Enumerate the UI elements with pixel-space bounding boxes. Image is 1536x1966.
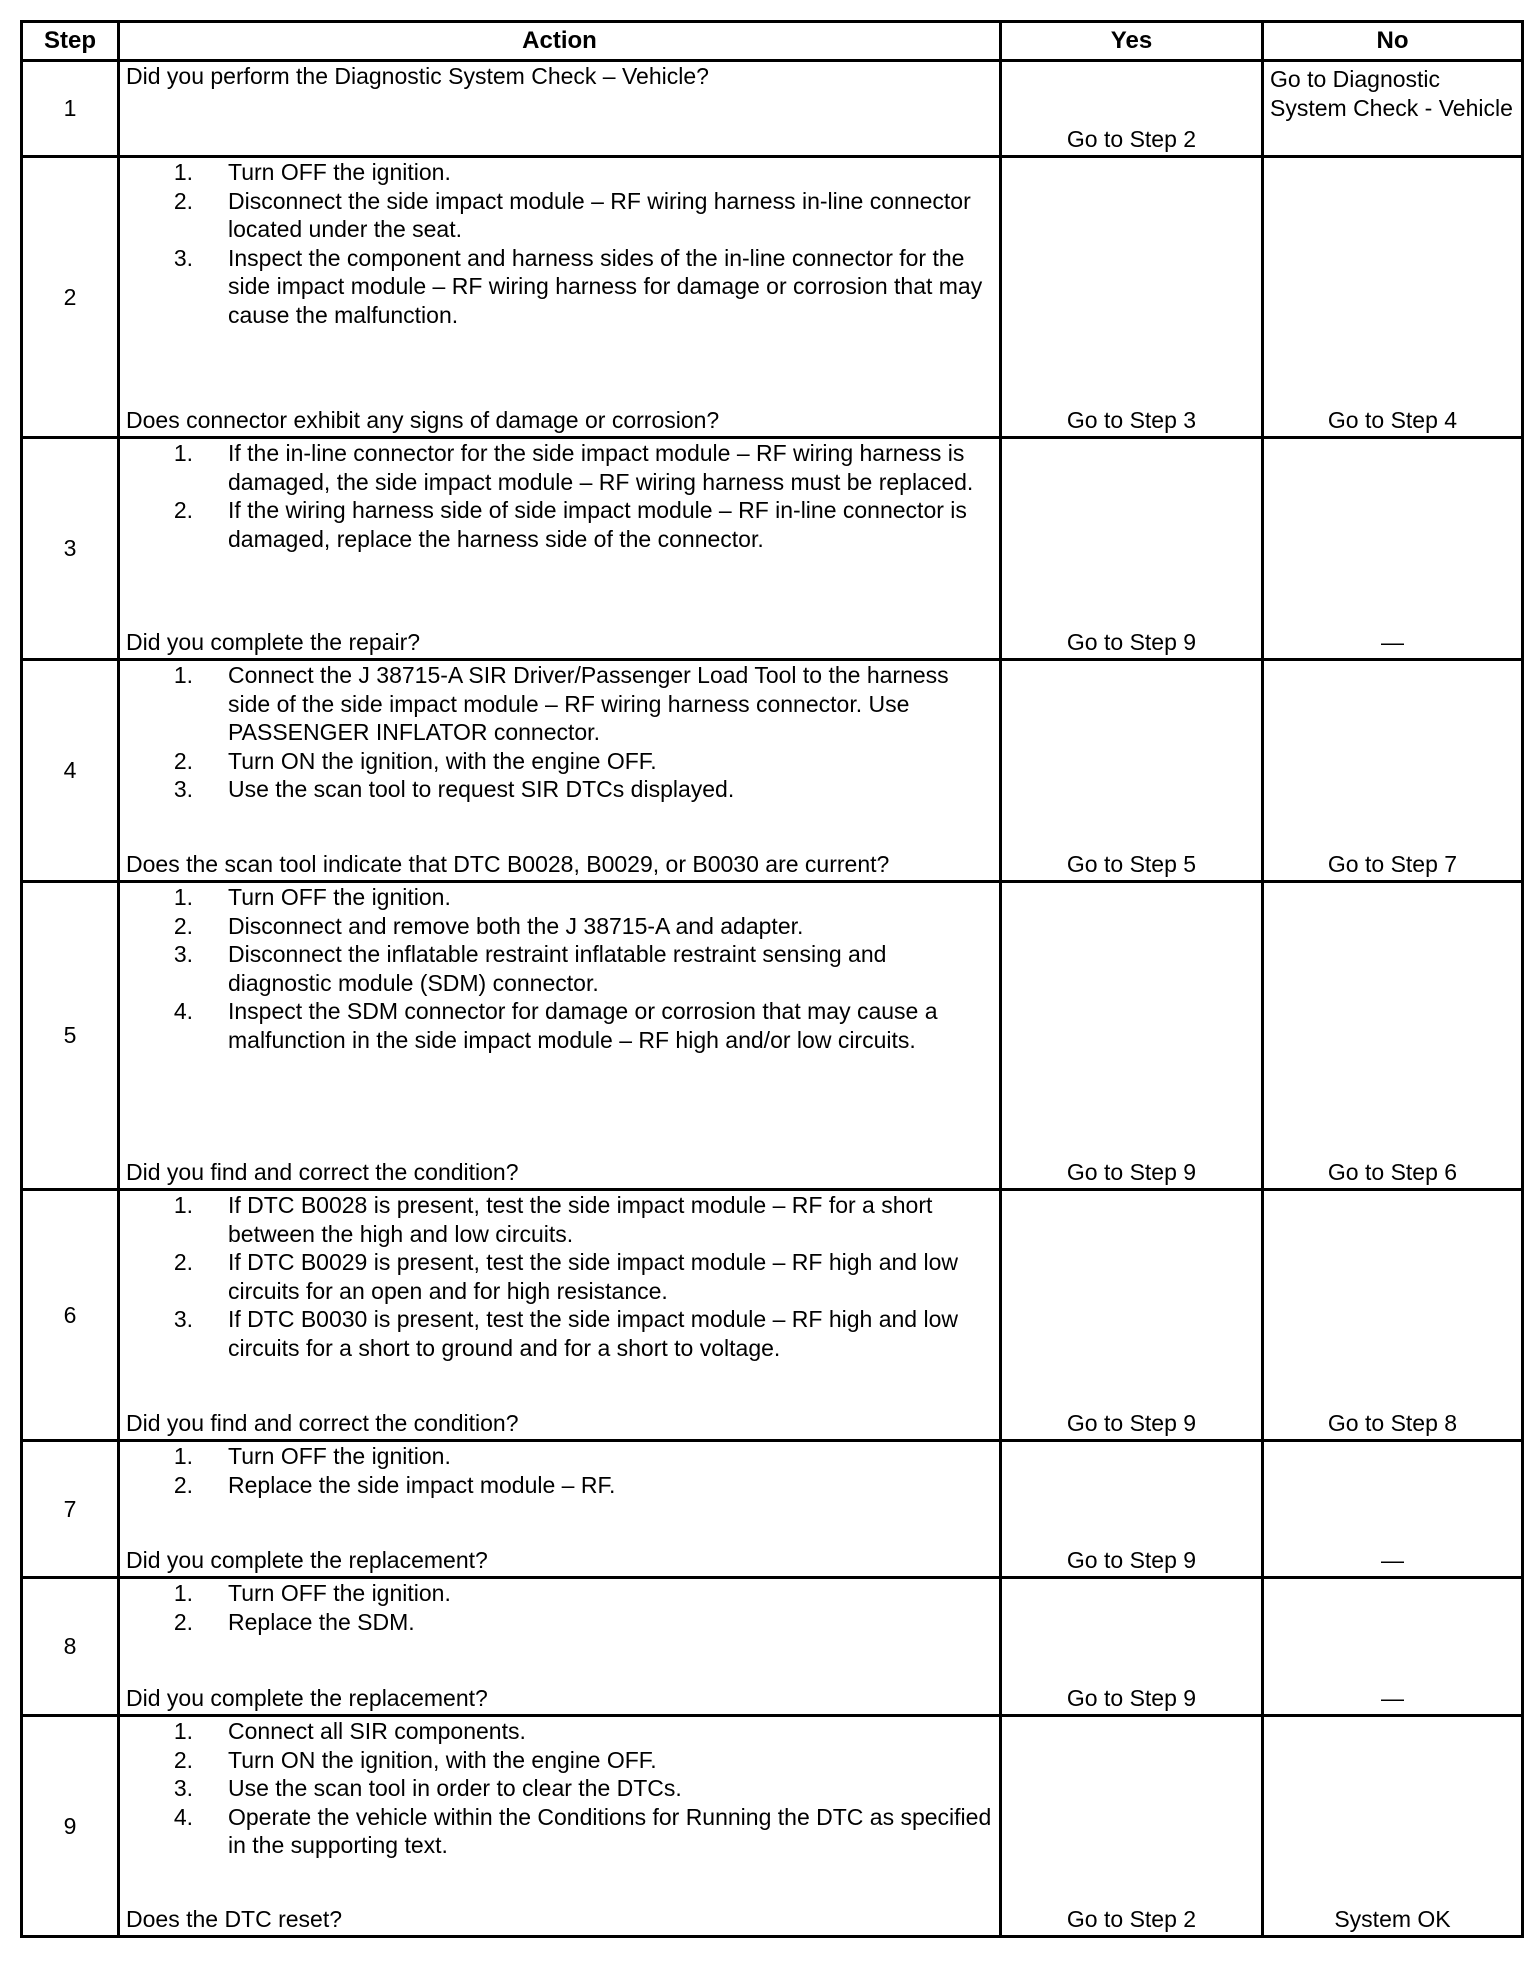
table-row [22, 1578, 1523, 1716]
action-step-item [126, 1774, 993, 1803]
action-step-number: 3. [173, 244, 193, 271]
yes-answer: Go to Step 3 [1066, 406, 1197, 433]
no-cell [1263, 660, 1523, 882]
action-step-text: Turn OFF the ignition. [228, 884, 451, 910]
action-step-number: 2. [173, 747, 193, 774]
action-step-text: Inspect the SDM connector for damage or corrosion that may cause a malfunction in the side impact module – RF high and/or low circuits. [228, 998, 938, 1053]
action-step-text: Turn ON the ignition, with the engine OFF. [228, 1746, 657, 1773]
table-row [22, 1190, 1523, 1441]
action-step-text: Turn ON the ignition, with the engine OFF. [228, 747, 657, 774]
action-step-text: If DTC B0030 is present, test the side impact module – RF high and low circuits for a short to ground and for a short to voltage. [228, 1306, 958, 1361]
no-cell [1263, 61, 1523, 157]
action-cell [119, 157, 1001, 438]
yes-cell [1001, 61, 1263, 157]
action-step-item [126, 158, 993, 187]
action-step-number: 1. [173, 1580, 193, 1606]
diagnostic-table-document [20, 20, 1515, 1938]
action-step-item [126, 1579, 993, 1608]
yes-cell [1001, 157, 1263, 438]
no-answer: Go to Step 6 [1327, 1158, 1458, 1185]
action-step-item [126, 1442, 993, 1471]
no-cell [1263, 1578, 1523, 1716]
no-answer: — [1381, 628, 1404, 655]
yes-cell [1001, 438, 1263, 660]
action-step-item [126, 244, 993, 330]
yes-answer: Go to Step 5 [1066, 850, 1197, 877]
action-step-number: 2. [173, 1608, 193, 1635]
table-row [22, 1441, 1523, 1578]
action-step-item [126, 1803, 993, 1860]
action-step-item [126, 1717, 993, 1746]
action-step-number: 1. [173, 1443, 193, 1469]
action-cell [119, 1441, 1001, 1578]
action-step-item [126, 1248, 993, 1305]
step-number-cell: 7 [22, 1441, 119, 1578]
action-question: Does the scan tool indicate that DTC B0028, B0029, or B0030 are current? [126, 850, 890, 877]
yes-cell [1001, 1190, 1263, 1441]
action-step-item [126, 912, 993, 941]
action-step-number: 2. [173, 1471, 193, 1498]
no-answer: Go to Step 8 [1327, 1409, 1458, 1436]
yes-answer: Go to Step 9 [1066, 628, 1197, 655]
step-number-cell: 6 [22, 1190, 119, 1441]
action-step-item [126, 1471, 993, 1500]
yes-cell [1001, 1578, 1263, 1716]
action-step-item [126, 496, 993, 553]
action-step-text: Disconnect and remove both the J 38715-A and adapter. [228, 912, 804, 939]
diagnostic-steps-table [20, 20, 1524, 1938]
action-steps-list [126, 158, 993, 329]
action-step-number: 4. [173, 998, 193, 1024]
step-number-cell: 1 [22, 61, 119, 157]
action-step-text: Inspect the component and harness sides of the in-line connector for the side impact module – RF wiring harness for damage or corrosion that may cause the malfunction. [228, 244, 983, 328]
yes-cell [1001, 882, 1263, 1190]
yes-answer: Go to Step 9 [1066, 1158, 1197, 1185]
action-step-text: If the in-line connector for the side impact module – RF wiring harness is damaged, the side impact module – RF wiring harness must be replaced. [228, 440, 974, 495]
yes-cell [1001, 1441, 1263, 1578]
action-steps-list [126, 439, 993, 553]
no-answer: Go to Step 7 [1327, 850, 1458, 877]
action-step-number: 3. [173, 1306, 193, 1332]
action-question: Did you find and correct the condition? [126, 1409, 519, 1436]
action-step-item [126, 187, 993, 244]
action-step-item [126, 997, 993, 1054]
action-steps-list [126, 661, 993, 804]
action-step-item [126, 940, 993, 997]
action-steps-list [126, 1442, 993, 1499]
table-header-row [22, 22, 1523, 61]
step-number-cell: 5 [22, 882, 119, 1190]
no-cell [1263, 1441, 1523, 1578]
step-number-cell: 3 [22, 438, 119, 660]
no-answer: — [1381, 1684, 1404, 1711]
action-step-text: Disconnect the side impact module – RF wiring harness in-line connector located under the seat. [228, 187, 971, 242]
yes-answer: Go to Step 2 [1066, 125, 1197, 152]
action-step-number: 2. [173, 912, 193, 939]
action-cell [119, 61, 1001, 157]
step-number-cell: 2 [22, 157, 119, 438]
action-cell [119, 1578, 1001, 1716]
action-step-text: If DTC B0028 is present, test the side impact module – RF for a short between the high and low circuits. [228, 1192, 933, 1247]
action-cell [119, 660, 1001, 882]
header-no: No [1263, 22, 1523, 61]
step-number-cell: 8 [22, 1578, 119, 1716]
yes-cell [1001, 660, 1263, 882]
action-step-item [126, 883, 993, 912]
action-step-text: Replace the SDM. [228, 1608, 415, 1635]
no-answer: — [1381, 1546, 1404, 1573]
action-step-number: 1. [173, 440, 193, 466]
action-question: Does connector exhibit any signs of damage or corrosion? [126, 406, 720, 433]
action-step-item [126, 747, 993, 776]
action-question: Does the DTC reset? [126, 1905, 343, 1932]
action-step-item [126, 1191, 993, 1248]
yes-answer: Go to Step 9 [1066, 1546, 1197, 1573]
table-row [22, 882, 1523, 1190]
action-question: Did you perform the Diagnostic System Check – Vehicle? [126, 63, 709, 89]
header-action: Action [119, 22, 1001, 61]
table-row [22, 61, 1523, 157]
action-question: Did you complete the replacement? [126, 1684, 488, 1711]
yes-answer: Go to Step 2 [1066, 1905, 1197, 1932]
action-step-text: Disconnect the inflatable restraint inflatable restraint sensing and diagnostic module (SDM) connector. [228, 941, 887, 996]
action-question: Did you complete the replacement? [126, 1546, 488, 1573]
table-body [22, 61, 1523, 1937]
no-answer: System OK [1334, 1905, 1451, 1932]
no-cell [1263, 1190, 1523, 1441]
action-step-text: If DTC B0029 is present, test the side impact module – RF high and low circuits for an open and for high resistance. [228, 1249, 958, 1304]
header-yes: Yes [1001, 22, 1263, 61]
action-step-text: Connect the J 38715-A SIR Driver/Passenger Load Tool to the harness side of the side impact module – RF wiring harness connector. Use PASSENGER INFLATOR connector. [228, 662, 949, 745]
step-number-cell: 9 [22, 1716, 119, 1937]
action-step-item [126, 775, 993, 804]
yes-cell [1001, 1716, 1263, 1937]
action-step-number: 1. [173, 884, 193, 910]
action-cell [119, 1190, 1001, 1441]
action-cell [119, 882, 1001, 1190]
action-step-text: Replace the side impact module – RF. [228, 1471, 616, 1498]
action-step-text: If the wiring harness side of side impact module – RF in-line connector is damaged, replace the harness side of the connector. [228, 497, 967, 552]
yes-answer: Go to Step 9 [1066, 1409, 1197, 1436]
no-answer: Go to Diagnostic System Check - Vehicle [1270, 66, 1513, 121]
no-answer: Go to Step 4 [1327, 406, 1458, 433]
action-step-number: 1. [173, 1192, 193, 1218]
action-step-number: 1. [173, 159, 193, 185]
yes-answer: Go to Step 9 [1066, 1684, 1197, 1711]
no-cell [1263, 438, 1523, 660]
table-row [22, 1716, 1523, 1937]
action-step-text: Connect all SIR components. [228, 1718, 526, 1744]
action-step-number: 3. [173, 776, 193, 802]
action-step-item [126, 439, 993, 496]
action-step-number: 2. [173, 1746, 193, 1773]
action-step-number: 3. [173, 941, 193, 967]
action-steps-list [126, 1191, 993, 1362]
step-number-cell: 4 [22, 660, 119, 882]
action-step-item [126, 1746, 993, 1775]
action-step-item [126, 1305, 993, 1362]
action-question: Did you complete the repair? [126, 628, 421, 655]
action-step-text: Operate the vehicle within the Conditions for Running the DTC as specified in the supporting text. [228, 1803, 992, 1858]
action-step-text: Use the scan tool to request SIR DTCs displayed. [228, 776, 735, 802]
action-step-text: Turn OFF the ignition. [228, 1580, 451, 1606]
action-step-number: 3. [173, 1775, 193, 1801]
no-cell [1263, 1716, 1523, 1937]
action-step-text: Turn OFF the ignition. [228, 1443, 451, 1469]
action-steps-list [126, 1579, 993, 1636]
action-step-number: 1. [173, 1718, 193, 1744]
action-step-text: Use the scan tool in order to clear the DTCs. [228, 1775, 682, 1801]
no-cell [1263, 157, 1523, 438]
action-step-number: 2. [173, 497, 193, 523]
action-step-number: 2. [173, 187, 193, 214]
table-row [22, 660, 1523, 882]
table-row [22, 157, 1523, 438]
action-step-number: 4. [173, 1803, 193, 1830]
action-steps-list [126, 883, 993, 1054]
action-step-item [126, 661, 993, 747]
action-step-item [126, 1608, 993, 1637]
no-cell [1263, 882, 1523, 1190]
table-row [22, 438, 1523, 660]
action-cell [119, 1716, 1001, 1937]
action-step-text: Turn OFF the ignition. [228, 159, 451, 185]
header-step: Step [22, 22, 119, 61]
action-question: Did you find and correct the condition? [126, 1158, 519, 1185]
action-step-number: 1. [173, 662, 193, 688]
action-steps-list [126, 1717, 993, 1860]
action-step-number: 2. [173, 1249, 193, 1275]
action-cell [119, 438, 1001, 660]
